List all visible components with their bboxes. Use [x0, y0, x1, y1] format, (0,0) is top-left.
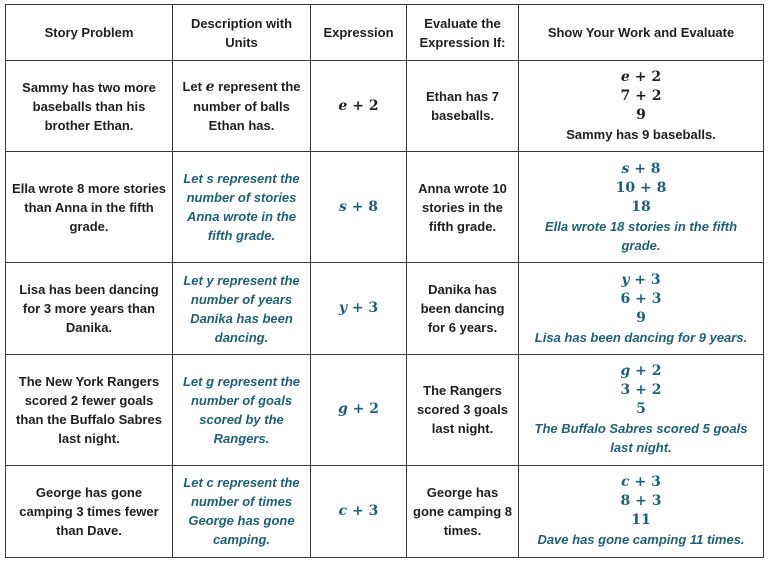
evaluate-if-cell: The Rangers scored 3 goals last night.	[407, 354, 519, 465]
table-row	[6, 263, 764, 354]
description-cell: Let g represent the number of goals scored by the Rangers.	[173, 354, 311, 465]
evaluate-if-cell: George has gone camping 8 times.	[407, 465, 519, 557]
story-cell: Ella wrote 8 more stories than Anna in the fifth grade.	[6, 152, 173, 263]
description-cell: Let c represent the number of times George has gone camping.	[173, 465, 311, 557]
table-row	[6, 465, 764, 557]
work-cell: s + 8 10 + 8 18 Ella wrote 18 stories in the fifth grade.	[519, 152, 764, 263]
evaluate-if-cell: Danika has been dancing for 6 years.	[407, 263, 519, 354]
work-cell: g + 2 3 + 2 5 The Buffalo Sabres scored 5 goals last night.	[519, 354, 764, 465]
header-description: Description with Units	[173, 5, 311, 61]
description-cell: Let e represent the number of balls Ethan has.	[173, 61, 311, 152]
description-cell: Let s represent the number of stories Anna wrote in the fifth grade.	[173, 152, 311, 263]
worksheet-table	[5, 4, 764, 558]
header-evaluate-if: Evaluate the Expression If:	[407, 5, 519, 61]
evaluate-if-cell: Anna wrote 10 stories in the fifth grade.	[407, 152, 519, 263]
story-cell: The New York Rangers scored 2 fewer goals than the Buffalo Sabres last night.	[6, 354, 173, 465]
story-cell: Sammy has two more baseballs than his brother Ethan.	[6, 61, 173, 152]
table-row	[6, 61, 764, 152]
story-cell: George has gone camping 3 times fewer than Dave.	[6, 465, 173, 557]
header-row	[6, 5, 764, 61]
header-expression: Expression	[311, 5, 407, 61]
description-cell: Let y represent the number of years Danika has been dancing.	[173, 263, 311, 354]
table-row	[6, 152, 764, 263]
table-row	[6, 354, 764, 465]
work-cell: c + 3 8 + 3 11 Dave has gone camping 11 times.	[519, 465, 764, 557]
expression-cell: e + 2	[311, 61, 407, 152]
work-cell: y + 3 6 + 3 9 Lisa has been dancing for 9 years.	[519, 263, 764, 354]
evaluate-if-cell: Ethan has 7 baseballs.	[407, 61, 519, 152]
story-cell: Lisa has been dancing for 3 more years than Danika.	[6, 263, 173, 354]
work-cell: e + 2 7 + 2 9 Sammy has 9 baseballs.	[519, 61, 764, 152]
expression-cell: c + 3	[311, 465, 407, 557]
expression-cell: g + 2	[311, 354, 407, 465]
header-story-problem: Story Problem	[6, 5, 173, 61]
header-show-work: Show Your Work and Evaluate	[519, 5, 764, 61]
expression-cell: s + 8	[311, 152, 407, 263]
expression-cell: y + 3	[311, 263, 407, 354]
